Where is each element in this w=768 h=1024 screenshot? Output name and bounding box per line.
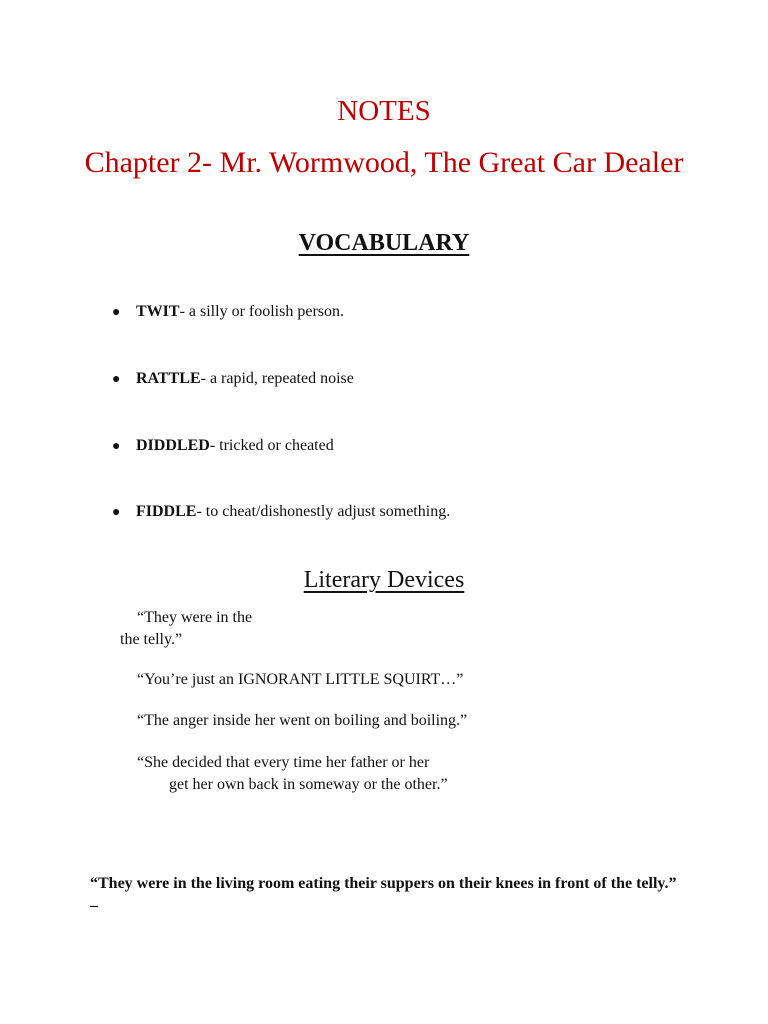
quote-line: the telly.” (120, 631, 183, 648)
quote-line: “The anger inside her went on boiling and boiling.” (137, 712, 468, 729)
quote-line: “They were in the (137, 609, 253, 626)
vocab-term: DIDDLED (136, 437, 210, 454)
vocab-definition: - a silly or foolish person. (179, 303, 344, 320)
vocab-term: RATTLE (136, 370, 201, 387)
vocab-definition: - to cheat/dishonestly adjust something. (196, 503, 451, 520)
bullet-icon: ● (112, 372, 121, 387)
vocab-item-fiddle (112, 501, 450, 524)
highlight-quote: “They were in the living room eating their suppers on their knees in front of the telly.” – (90, 875, 677, 914)
vocab-term: FIDDLE (136, 503, 197, 520)
quote-line: “She decided that every time her father or her (137, 754, 430, 771)
literary-devices-heading: Literary Devices (303, 567, 465, 593)
vocab-definition: - a rapid, repeated noise (200, 370, 354, 387)
bullet-icon: ● (112, 505, 121, 520)
vocab-item-rattle (112, 368, 354, 391)
page-title: NOTES (337, 95, 431, 127)
vocab-term: TWIT (136, 303, 180, 320)
bullet-icon: ● (112, 439, 121, 454)
quote-line: “You’re just an IGNORANT LITTLE SQUIRT…” (137, 671, 464, 688)
vocabulary-heading: VOCABULARY (298, 230, 470, 256)
bullet-icon: ● (112, 305, 121, 320)
chapter-title: Chapter 2- Mr. Wormwood, The Great Car Dealer (84, 146, 684, 179)
vocab-definition: - tricked or cheated (209, 437, 334, 454)
vocab-item-diddled (112, 435, 334, 458)
vocab-item-twit (112, 301, 344, 324)
quote-line: get her own back in someway or the other.” (169, 776, 448, 793)
